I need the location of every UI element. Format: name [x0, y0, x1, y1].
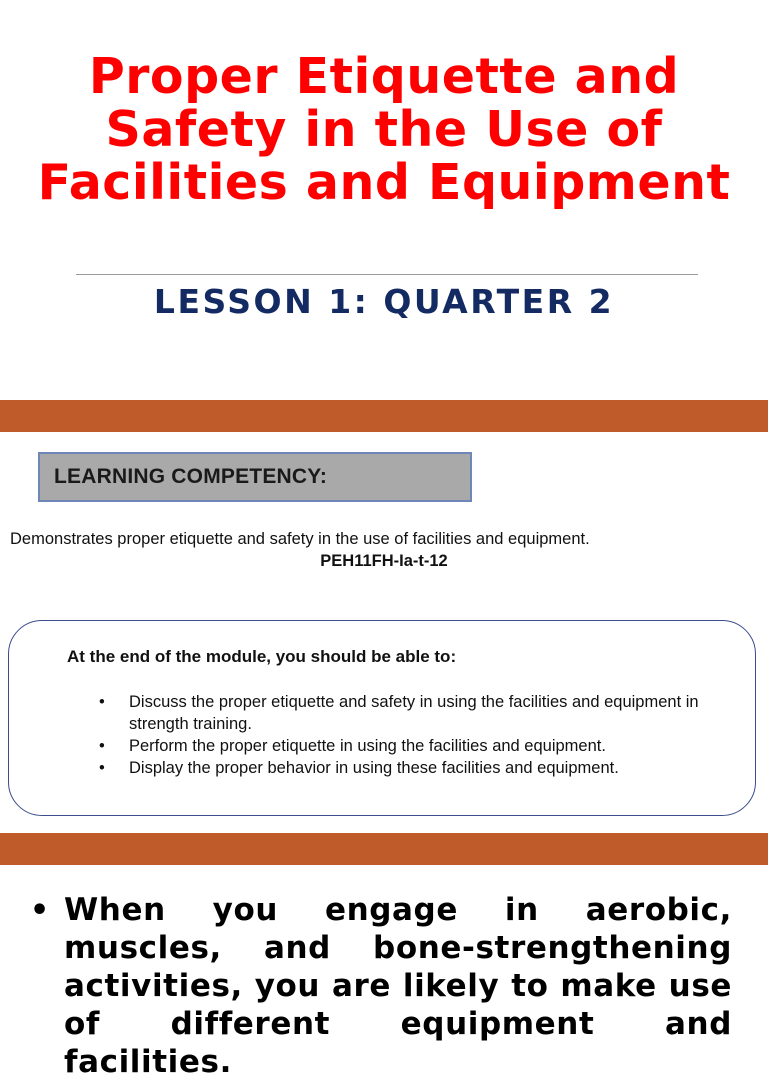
slide-body: [0, 865, 768, 1080]
objective-text: Discuss the proper etiquette and safety in using the facilities and equipment in strength training.: [129, 693, 699, 733]
objectives-heading: At the end of the module, you should be able to:: [67, 647, 457, 666]
learning-competency-label: LEARNING COMPETENCY:: [54, 465, 328, 488]
list-item: [83, 735, 723, 757]
slide-competency: [0, 432, 768, 833]
bullet-icon: •: [30, 893, 50, 928]
bullet-icon: •: [99, 759, 105, 777]
list-item: [83, 757, 723, 779]
competency-text: Demonstrates proper etiquette and safety in the use of facilities and equipment.: [10, 530, 590, 548]
competency-code: PEH11FH-Ia-t-12: [320, 552, 448, 570]
lesson-subtitle: LESSON 1: QUARTER 2: [153, 282, 615, 321]
objectives-box: [8, 620, 756, 816]
slide-title: [0, 0, 768, 400]
bullet-icon: •: [99, 737, 105, 755]
objective-text: Perform the proper etiquette in using the facilities and equipment.: [129, 737, 606, 755]
bullet-icon: •: [99, 693, 105, 711]
page-title: Proper Etiquette and Safety in the Use of Facilities and Equipment: [37, 48, 731, 211]
list-item: [83, 691, 723, 735]
slide-separator-band: [0, 833, 768, 865]
objectives-list: [83, 691, 723, 779]
body-paragraph: When you engage in aerobic, muscles, and bone-strengthening activities, you are likely to make use of different equipment and facilities.: [64, 892, 732, 1080]
learning-competency-box: [38, 452, 472, 502]
title-divider: [76, 274, 698, 275]
slide-separator-band: [0, 400, 768, 432]
objective-text: Display the proper behavior in using these facilities and equipment.: [129, 759, 619, 777]
